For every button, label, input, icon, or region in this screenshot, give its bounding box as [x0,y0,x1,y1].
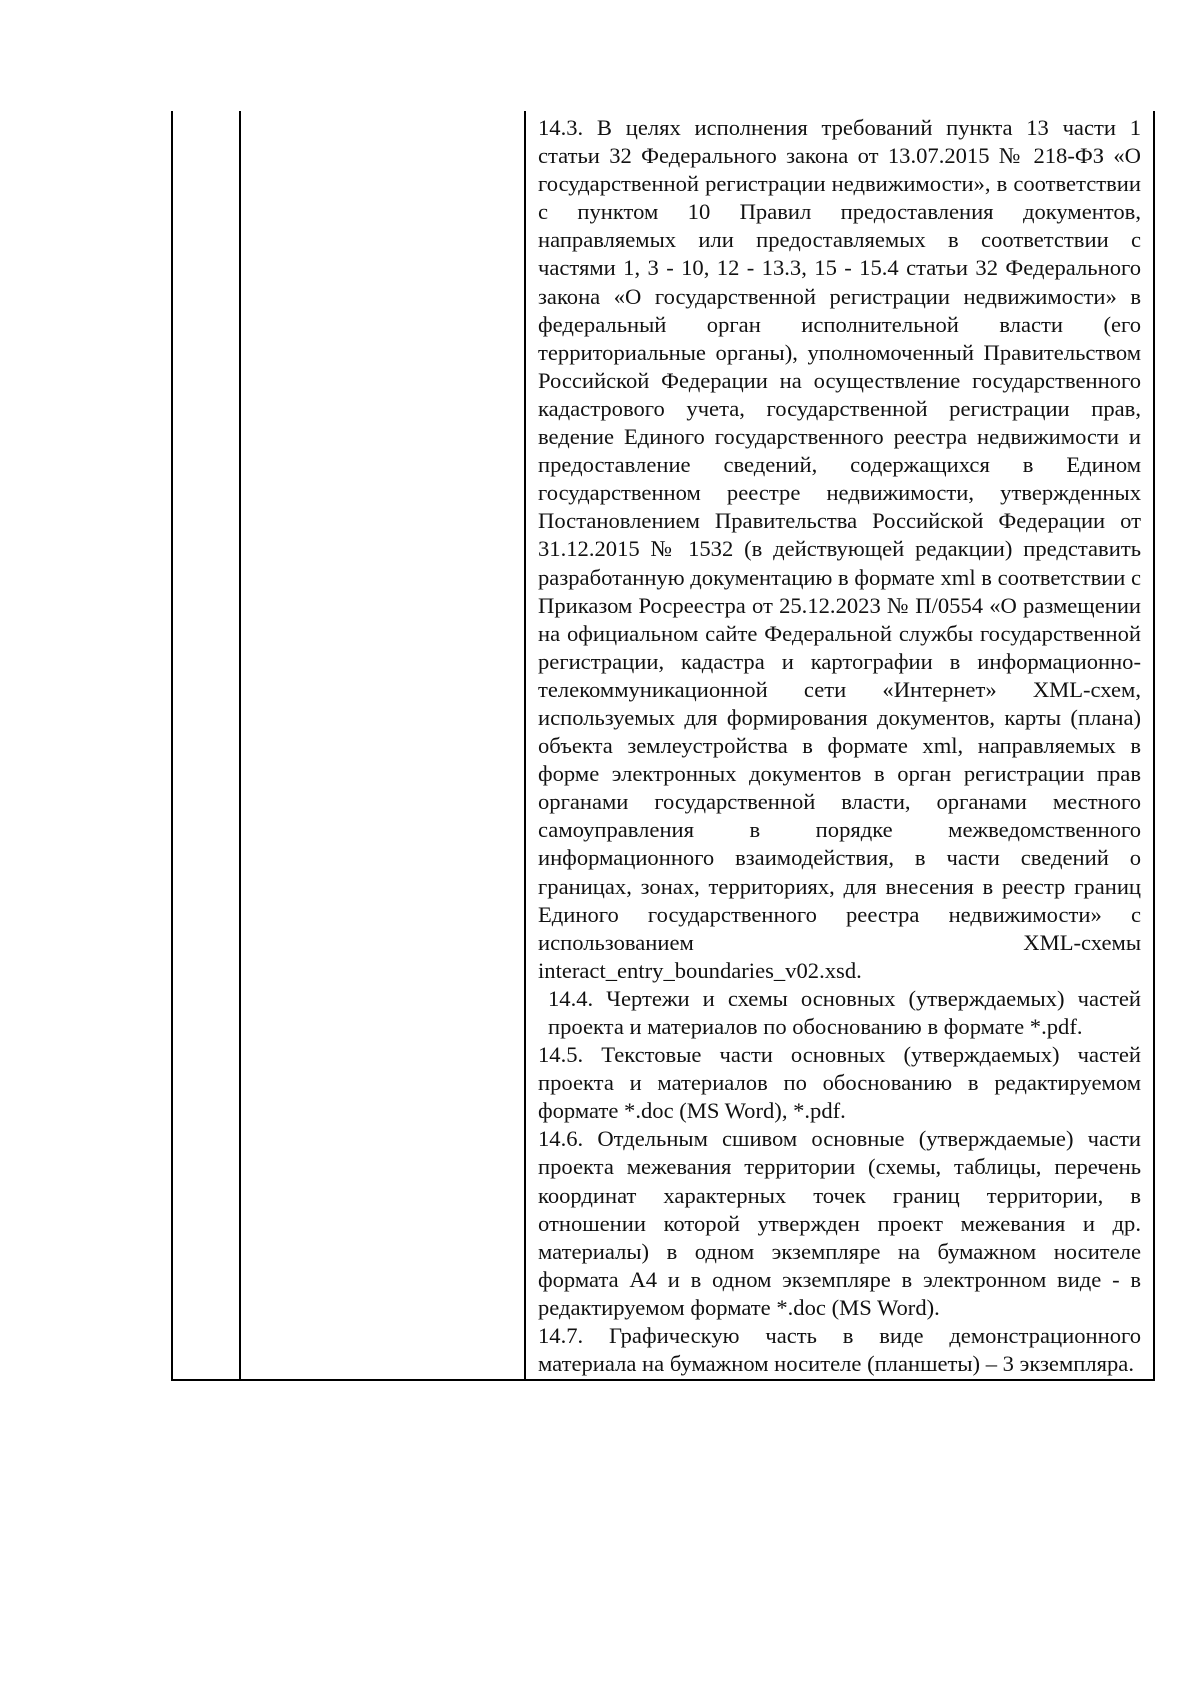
section-content-cell [525,111,1154,1380]
requirements-table [171,111,1155,1381]
table-row [172,111,1154,1380]
paragraph-14-6: 14.6. Отдельным сшивом основные (утверждаемые) части проекта межевания территории (схемы, таблицы, перечень координат характерных точек границ территории, в отношении которой утвержден проект межевания и др. материалы) в одном экземпляре на бумажном носителе формата А4 и в одном экземпляре в электронном виде - в редактируемом формате *.doc (MS Word). [538,1126,1141,1320]
number-cell [172,111,240,1380]
paragraph-14-5: 14.5. Текстовые части основных (утверждаемых) частей проекта и материалов по обоснованию в редактируемом формате *.doc (MS Word), *.pdf. [538,1042,1141,1124]
section-name-cell [240,111,525,1380]
paragraph-14-3: 14.3. В целях исполнения требований пункта 13 части 1 статьи 32 Федерального закона от 13.07.2015 № 218-ФЗ «О государственной регистрации недвижимости», в соответствии с пунктом 10 Правил предоставления документов, направляемых или предоставляемых в соответствии с частями 1, 3 - 10, 12 - 13.3, 15 - 15.4 статьи 32 Федерального закона «О государственной регистрации недвижимости» в федеральный орган исполнительной власти (его территориальные органы), уполномоченный Правительством Российской Федерации на осуществление государственного кадастрового учета, государственной регистрации прав, ведение Единого государственного реестра недвижимости и предоставление сведений, содержащихся в Едином государственном реестре недвижимости, утвержденных Постановлением Правительства Российской Федерации от 31.12.2015 № 1532 (в действующей редакции) представить разработанную документацию в формате xml в соответствии с Приказом Росреестра от 25.12.2023 № П/0554 «О размещении на официальном сайте Федеральной службы государственной регистрации, кадастра и картографии в информационно-телекоммуникационной сети «Интернет» XML-схем, используемых для формирования документов, карты (плана) объекта землеустройства в формате xml, направляемых в форме электронных документов в орган регистрации прав органами государственной власти, органами местного самоуправления в порядке межведомственного информационного взаимодействия, в части сведений о границах, зонах, территориях, для внесения в реестр границ Единого государственного реестра недвижимости» с использованием XML-схемы interact_entry_boundaries_v02.xsd. [538,115,1141,983]
paragraph-14-4: 14.4. Чертежи и схемы основных (утверждаемых) частей проекта и материалов по обоснованию в формате *.pdf. [548,985,1141,1039]
cell-text [526,111,1153,1379]
paragraph-14-7: 14.7. Графическую часть в виде демонстрационного материала на бумажном носителе (планшеты) – 3 экземпляра. [538,1323,1141,1377]
